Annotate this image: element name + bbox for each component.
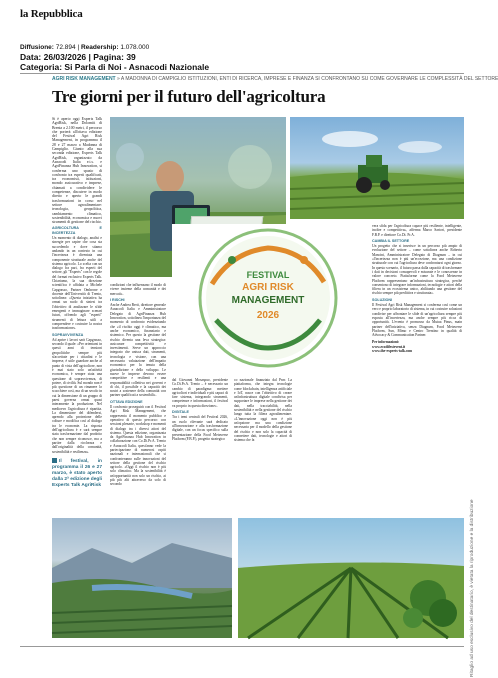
paragraph: vera sfida per l'agricoltura capace più resiliente, intelligente, inoltre e competitiva», afferma Marco Sartori, presidente F.B.P. e direttore Co.Di. Pr.A. [372,224,462,237]
article-column-1 [52,117,102,512]
festival-logo-line3: MANAGEMENT [231,295,305,306]
festival-logo-line1: FESTIVAL [246,270,290,280]
article-column-2 [110,283,166,511]
header-rule [20,73,464,74]
masthead: la Repubblica [20,8,83,20]
tractor-field-photo [290,117,464,219]
article-title: Tre giorni per il futuro dell'agricoltura [52,87,326,106]
footer-rule [20,646,464,647]
paragraph: Il Festival Agri Risk Management si conferma così come un vero e proprio laboratorio di sistema, in cui costruire soluzioni condivise per affrontare le sfide di un'agricoltura sempre più esposta all'incertezza, ma anche sempre più ricca di opportunità. L'evento è promosso da Mutua Pinus, main partner dell'iniziativa, senza Diagnum, Food Metaverse Platform, Sun, Mimo e Centro Trentino in qualità di Advocacy & Communication Partner. [372,303,462,338]
subhead-sopravvivenza: SOPRAVVIVENZA [52,332,84,337]
paragraph: Anche Andrea Berti, direttore generale Asnacodi Italia e Amministratore Delegato di AgriFinanza Hub Innovation, sottolinea l'importanza del momento di confronto evidenziando che «il rischio oggi è climatico, ma anche economico, finanziario e sistemico. Per questo la gestione del rischio diventa una leva strategica: assicurare competitività e investimenti. Serve un approccio integrato che unisca dati, strumenti, tecnologia e visione, con una necessaria valutazione dell'impatto economico per la tenuta della giurisdizione e dello sviluppo. Le nuove le imprese devono essere competitive e resilienti e una responsabilità collettiva nei governi e di chi, il possibile e la capacità dei nostri a sostenere della comunità con partner qualificati a sostenibili». [110,303,166,398]
paragraph: Un progetto che si inserisce in un percorso più ampio di evoluzione del settore – come sottolinea anche Roberto Mancini, Amministratore Delegato di Diagnum – in cui «l'incertezza non è più un'eccezione, ma una condizione strutturale con cui l'agricoltura deve confrontarsi ogni giorno. In questo scenario, il futuro passa dalla capacità di trasformare i dati in decisioni consapevoli e misurate e le conoscenze in valore concreto. Piattaforme come la Food Metaverse Platform rappresentano un'infrastruttura strategica, perché consentono di integrare informazioni, tecnologie e attori della filiera in un ecosistema unico, abilitando una gestione del rischio sempre più predittiva e strutturata». [372,244,463,296]
subhead-rischi: I RISCHI [110,297,125,302]
subhead-ottava-edizione: OTTAVA EDIZIONE [110,399,143,404]
valley-illustration [52,518,232,638]
paragraph: co nazionale finanziato dal Pnrr. La piattaforma, che integra tecnologie come blockchain, intelligenza artificiale e IoT, nasce con l'obiettivo di creare un'infrastruttura digitale condivisa per supportare le imprese nella gestione dei dati, nella tracciabilità, nella sostenibilità e nella gestione del rischio lungo tutta la filiera agroalimentare. «L'innovazione oggi non è più un'opzione ma una condizione necessaria per il modello della gestione del rischio e non solo la capacità di connettere dati, tecnologie e attori di sistema che fa [234,378,292,443]
paragraph: Tra i temi centrali del Festival 2026, un ruolo rilevante sarà dedicato all'innovazione e alla trasformazione digitale, con un focus specifico sulla presentazione della Food Metaverse Platform (F.B.P.), progetto strategico [172,415,228,441]
paragraph: Ad aprire i lavori sarà Capgrasso, secondo il quale: «Per orientarsi in questi anni di tensioni geopolitiche sempre più sfaccettate per i cittadini e le imprese, è utile guardare anche al punto di vista dell'agricoltore, non è mai stato solo un'attività economica, è sempre stata una questione di sopravvivenza, di potere, di civiltà. Sul mondo non è più questione di un rimanere lo scacchiere così, ma di un secolo in cui la dimensione di un gruppo di paesi governa ormai quasi interamente la produzione. Nel medioevo l'agricoltura è ripartita. La dimensione del difendersi, aprendo alla protezione delle colture e modifica così al dialogo tra le economie. La risposta dell'agricoltura è e sarà sempre stata trasformazione dal prodotto che non sempre riconosce, ma a partire dalla ricchezza e dall'originalità della comunità, sostenibilità e resilienza». [52,337,103,454]
article-column-4 [234,378,292,512]
festival-logo [172,224,364,372]
kicker-tag: AGRI RISK MANAGEMENT [52,76,116,82]
meta-date: Data: 26/03/2026 | Pagina: 39 [20,51,136,62]
paragraph: condizioni che influenzano il modo di vivere insieme della comunità e dei mercati». [110,283,166,296]
info-label: Per informazioni: [372,340,400,345]
meta-category: Categoria: Si Parla di Noi - Asnacodi Nazionale [20,61,210,72]
side-copyright-note [468,452,476,677]
info-link-1[interactable]: www.ecodifestevent.it [372,344,406,349]
paragraph: dal Giovanni Mosaspuo, presidente Co.Di.Pr.A. Trento – è necessario un cambio di paradigma: mettere agricoltori e individuali e più capaci di fare sistema, integrando strumenti, competenze e informazioni, il festival va proprio in questa direzione». [172,378,228,408]
press-meta [20,44,209,72]
paragraph: Il confronto proseguirà con il Festival Agri Risk Management, che rappresenta il momento pubblico e operativo di questo percorso: con sessioni plenarie, workshop e momenti di dialogo tra i diversi attori del sistema. Questa edizione, organizzata da AgriFinanza Hub Innovation in collaborazione con Co.Di.Pr.A. Trento e Asnacodi Italia, quest'anno vede la partecipazione di numerosi ospiti nazionali e internazionali che si confronteranno sulle innovazioni del settore della gestione del rischio agricolo. «Oggi il rischio non è più solo climatico. Ma la sostenibilità è un'opportunità non solo un rischio, ai più più alti attraverso da solo di secondo [110,405,166,487]
meta-circulation: Diffusione: 72.894 | Readership: 1.078.000 [20,44,150,51]
article-kicker [52,76,498,82]
info-link-2[interactable]: www.the-experts-talk.com [372,349,413,354]
subhead-digitale: DIGITALE [172,410,189,415]
callout-bullet-icon [52,458,57,463]
article-column-3 [172,378,228,512]
festival-logo-year: 2026 [256,310,280,321]
vineyard-rows-photo [238,518,464,638]
side-copyright-text: Ritaglio ad uso esclusivo del destinatario, è vietata la riproduzione e la distribuzione [470,499,475,677]
article-lead: Si è aperto oggi Experts Talk AgriRisk, nella Dolomiti di Brenta a 2.100 metri, il percorso che porterà all'ottava edizione del Festival Agri Risk Management, in programma il 28 e 27 marzo a Madonna di Campiglio. Giunto alla sua seconda edizione, Experts Talk AgriRisk, organizzato da Asnacodi Italia e.t.s. e AgriFinanza Hub Innovation, si conferma uno spazio di confronto tra esperti qualificati, tra economisti, istituzioni, mondo assicurativo e imprese, chiamati a condividere le competenze, discutere in modo diretto e aperto le grandi trasformazioni in corso nel settore agroalimentare: tecnologia, geopolitica, cambiamento climatico, sostenibilità, economica e nuovi strumenti di gestione del rischio. [52,117,102,225]
paragraph: Un momento di dialogo, analisi e sinergie per capire che cosa sta succedendo e dove stiamo andando in un contesto in cui l'incertezza è diventata una componente strutturale anche del sistema agricolo. Lo scelta con un dialogo fra pari, fra esperti del settore, gli "Experts" con le regole del format esclusivo Experts Talk. Chiariamo, la sua direzione scientifica è affidata a Michele Capgrasso, Partner Ombrone e docente dell'Università di Trento, sottolinea: «Questa iniziativa ha ormai un ruolo di sintesi tra l'obiettivo di analizzare le sfide emergenti e immaginare scenari futuri, offrendo agli "esperti" strumenti di lettura utili a comprendere e costruire la nostra trasformazione». [52,236,102,331]
subhead-soluzioni: SOLUZIONI [372,297,393,302]
subhead-agricoltura: AGRICOLTURA E INCERTEZZA [52,226,102,235]
article-callout: Il festival, in programma il 26 e 27 marzo, è stato aperto dalla 2ª edizione degli Experts Talk AgriRisk [52,458,102,488]
kicker-text: » A MADONNA DI CAMPIGLIO ISTITUZIONI, ENTI DI RICERCA, IMPRESE E FINANZA SI CONFRONTANO SU COME GOVERNARE LE COMPLESSITÀ DEL SETTORE [117,76,498,82]
subhead-cambia-settore: CAMBIA IL SETTORE [372,238,410,243]
tractor-illustration [290,117,464,219]
article-column-right [372,224,462,512]
valley-vineyard-photo [52,518,232,638]
vineyard-illustration [238,518,464,638]
festival-logo-line2: AGRI RISK [242,282,294,293]
